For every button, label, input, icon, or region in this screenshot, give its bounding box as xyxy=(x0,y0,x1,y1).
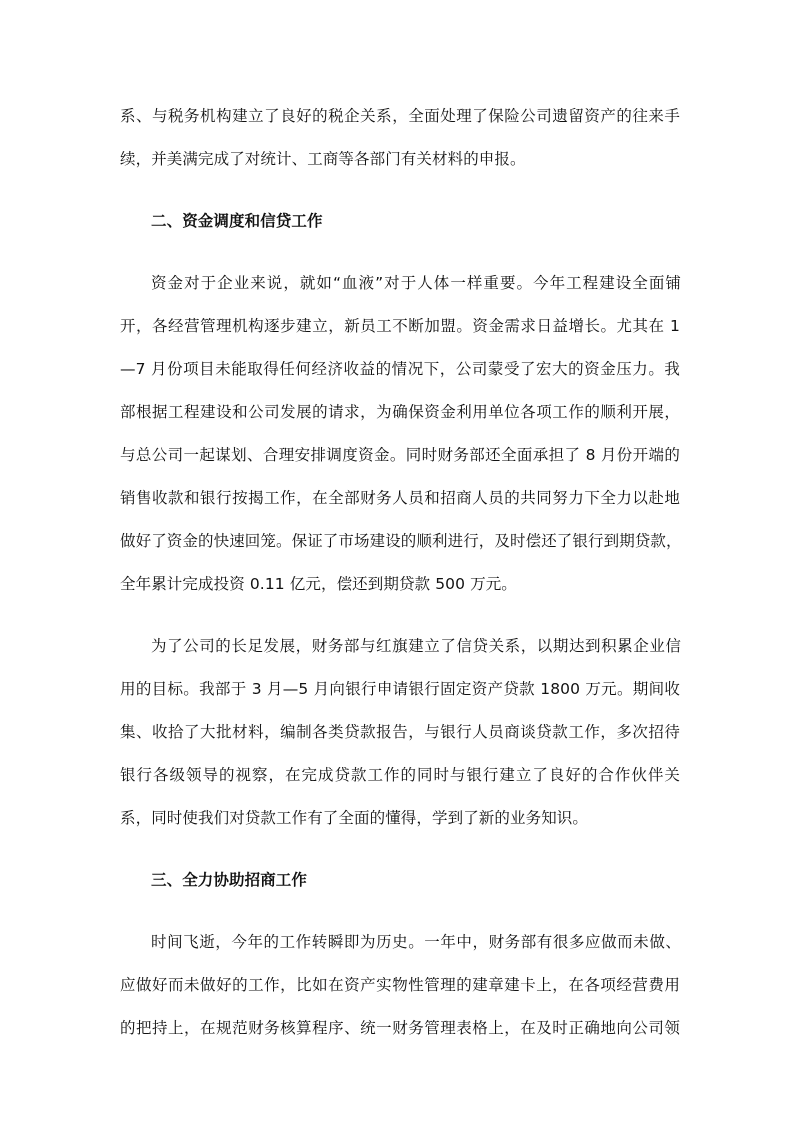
s2-p2-line-4: 银行各级领导的视察，在完成贷款工作的同时与银行建立了良好的合作伙伴关 xyxy=(120,766,680,784)
section2-heading: 二、资金调度和信贷工作 xyxy=(151,212,323,230)
s2-p1-line-5: 与总公司一起谋划、合理安排调度资金。同时财务部还全面承担了 8 月份开端的 xyxy=(120,446,680,464)
s2-p2-line-5: 系，同时使我们对贷款工作有了全面的懂得，学到了新的业务知识。 xyxy=(120,809,589,827)
intro-line-2: 续，并美满完成了对统计、工商等各部门有关材料的申报。 xyxy=(120,150,526,168)
s2-p1-line-1: 资金对于企业来说，就如“血液”对于人体一样重要。今年工程建设全面铺 xyxy=(151,274,681,292)
s2-p1-line-4: 部根据工程建设和公司发展的请求，为确保资金利用单位各项工作的顺利开展， xyxy=(120,403,680,421)
s2-p2-line-2: 用的目标。我部于 3 月—5 月向银行申请银行固定资产贷款 1800 万元。期间收 xyxy=(120,680,680,698)
s2-p1-line-8: 全年累计完成投资 0.11 亿元，偿还到期贷款 500 万元。 xyxy=(120,575,517,593)
s3-p1-line-1: 时间飞逝，今年的工作转瞬即为历史。一年中，财务部有很多应做而未做、 xyxy=(151,933,681,951)
s2-p1-line-7: 做好了资金的快速回笼。保证了市场建设的顺利进行，及时偿还了银行到期贷款， xyxy=(120,532,682,550)
s3-p1-line-3: 的把持上，在规范财务核算程序、统一财务管理表格上，在及时正确地向公司领 xyxy=(120,1019,680,1037)
section3-heading: 三、全力协助招商工作 xyxy=(151,871,308,889)
s3-p1-line-2: 应做好而未做好的工作，比如在资产实物性管理的建章建卡上，在各项经营费用 xyxy=(120,976,680,994)
intro-line-1: 系、与税务机构建立了良好的税企关系，全面处理了保险公司遗留资产的往来手 xyxy=(120,107,680,125)
s2-p1-line-6: 销售收款和银行按揭工作，在全部财务人员和招商人员的共同努力下全力以赴地 xyxy=(120,489,680,507)
s2-p2-line-1: 为了公司的长足发展，财务部与红旗建立了信贷关系，以期达到积累企业信 xyxy=(151,637,681,655)
s2-p1-line-2: 开，各经营管理机构逐步建立，新员工不断加盟。资金需求日益增长。尤其在 1 xyxy=(120,317,680,335)
s2-p2-line-3: 集、收拾了大批材料，编制各类贷款报告，与银行人员商谈贷款工作，多次招待 xyxy=(120,723,680,741)
s2-p1-line-3: —7 月份项目未能取得任何经济收益的情况下，公司蒙受了宏大的资金压力。我 xyxy=(120,360,680,378)
